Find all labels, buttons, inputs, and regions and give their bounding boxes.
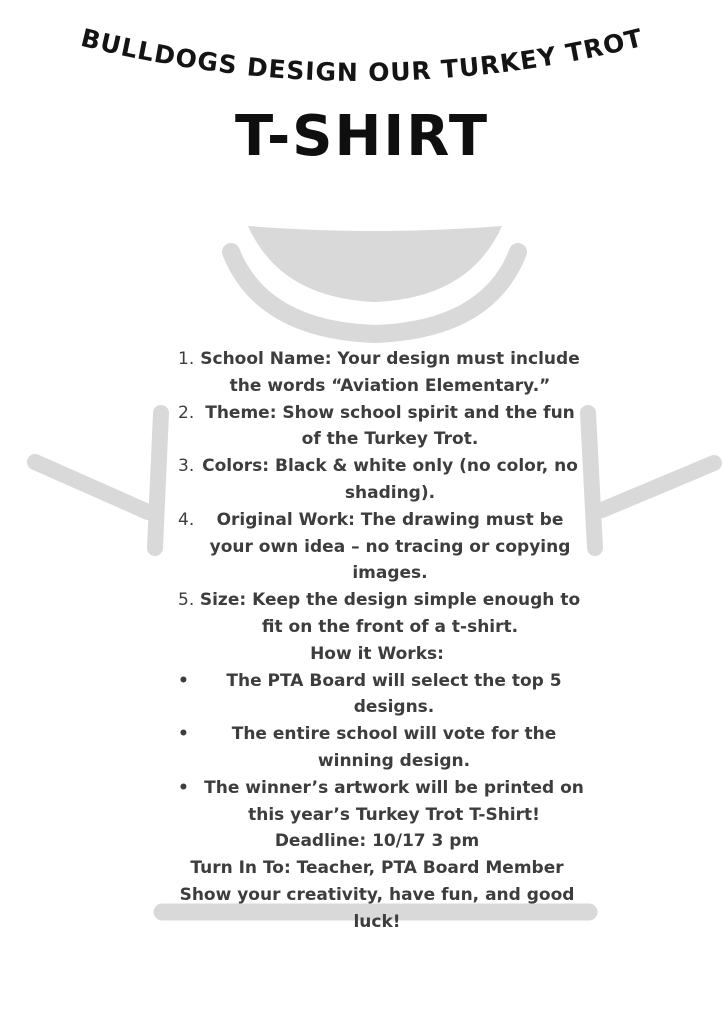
how-it-works-text: The PTA Board will select the top 5 designs.: [226, 670, 562, 718]
bullet-icon: •: [178, 670, 189, 691]
rule-item: [170, 400, 584, 454]
left-side-line: [155, 413, 161, 548]
how-it-works-item: [170, 775, 584, 829]
rules-list: [170, 346, 584, 641]
bullet-icon: •: [178, 724, 189, 745]
how-it-works-heading: How it Works:: [310, 643, 444, 664]
closing-text: Show your creativity, have fun, and good luck!: [179, 884, 575, 932]
how-it-works-text: The winner’s artwork will be printed on this year’s Turkey Trot T-Shirt!: [204, 777, 584, 825]
rule-text: Size: Keep the design simple enough to fit on the front of a t-shirt.: [199, 590, 581, 637]
left-sleeve-line: [35, 462, 148, 512]
deadline-text: Deadline: 10/17 3 pm: [274, 831, 480, 852]
rule-number: 5.: [178, 590, 195, 611]
rule-item: [170, 346, 584, 400]
rule-item: [170, 587, 584, 641]
right-side-line: [588, 413, 595, 548]
rule-text: Original Work: The drawing must be your own idea – no tracing or copying images.: [209, 509, 571, 584]
rule-number: 4.: [178, 509, 195, 530]
rule-number: 3.: [178, 456, 195, 477]
rule-item: [170, 453, 584, 507]
rule-text: School Name: Your design must include the words “Aviation Elementary.”: [200, 349, 580, 396]
how-it-works-text: The entire school will vote for the winning design.: [231, 724, 557, 771]
right-sleeve-line: [602, 463, 714, 510]
how-it-works-item: [170, 721, 584, 775]
rule-number: 1.: [178, 349, 195, 369]
collar-inner-shape: [248, 226, 502, 302]
arched-title-graphic: [0, 0, 724, 110]
how-it-works-list: [170, 668, 584, 829]
page-title: T-SHIRT: [234, 104, 490, 169]
rule-text: Theme: Show school spirit and the fun of the Turkey Trot.: [205, 402, 575, 450]
bullet-icon: •: [178, 777, 189, 798]
rule-item: [170, 507, 584, 587]
arched-title: BULLDOGS DESIGN OUR TURKEY TROT: [78, 23, 646, 88]
turn-in-text: Turn In To: Teacher, PTA Board Member: [190, 858, 564, 879]
rule-number: 2.: [178, 402, 195, 423]
flyer-content: [170, 346, 584, 936]
rule-text: Colors: Black & white only (no color, no shading).: [202, 456, 578, 503]
how-it-works-item: [170, 668, 584, 722]
